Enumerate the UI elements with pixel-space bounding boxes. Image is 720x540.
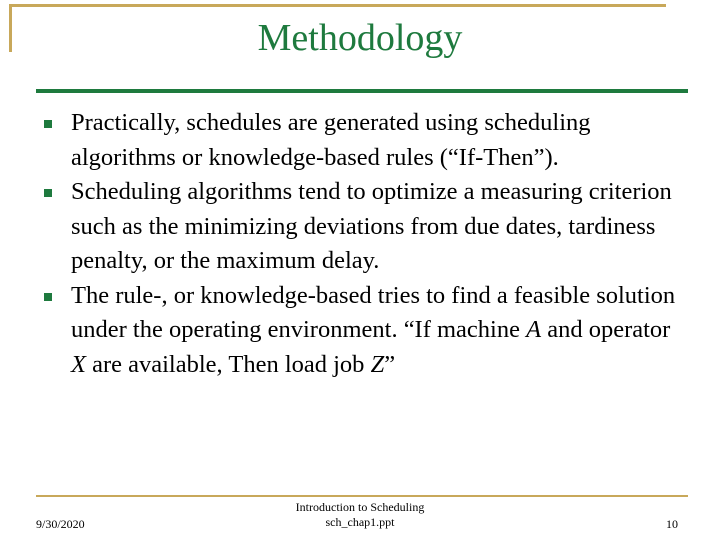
text-segment: ” (384, 350, 396, 378)
bullet-item-1 (42, 106, 682, 175)
slide-title: Methodology (257, 17, 463, 59)
text-segment: are available, Then load job (85, 350, 371, 378)
bullet-text-2 (71, 178, 672, 274)
bullet-list (42, 106, 682, 382)
title-underline (36, 89, 688, 93)
title-frame-top-line (12, 4, 666, 7)
text-segment: and operator (541, 316, 671, 343)
footer-date: 9/30/2020 (36, 517, 85, 531)
italic-variable: Z (370, 350, 385, 378)
footer-filename: sch_chap1.ppt (325, 515, 395, 529)
footer-page-number: 10 (666, 517, 678, 531)
square-bullet-icon (44, 120, 52, 128)
text-segment: Scheduling algorithms tend to optimize a measuring criterion such as the minimizing deviations from due dates, tardiness penalty, or the maximum delay. (71, 178, 672, 274)
bullet-text-1 (71, 109, 591, 171)
footer-rule (36, 495, 688, 497)
italic-variable: A (526, 316, 542, 343)
footer-course-title: Introduction to Scheduling (295, 500, 425, 514)
footer-center-text (260, 500, 460, 530)
square-bullet-icon (44, 293, 52, 301)
bullet-text-3 (71, 282, 675, 378)
bullet-item-2 (42, 175, 682, 279)
italic-variable: X (71, 350, 86, 378)
square-bullet-icon (44, 189, 52, 197)
text-segment: The rule-, or knowledge-based tries to find a feasible solution under the operating environment. “If machine (71, 281, 676, 343)
bullet-item-3 (42, 279, 682, 383)
text-segment: Practically, schedules are generated using scheduling algorithms or knowledge-based rules (“If-Then”). (71, 109, 591, 171)
